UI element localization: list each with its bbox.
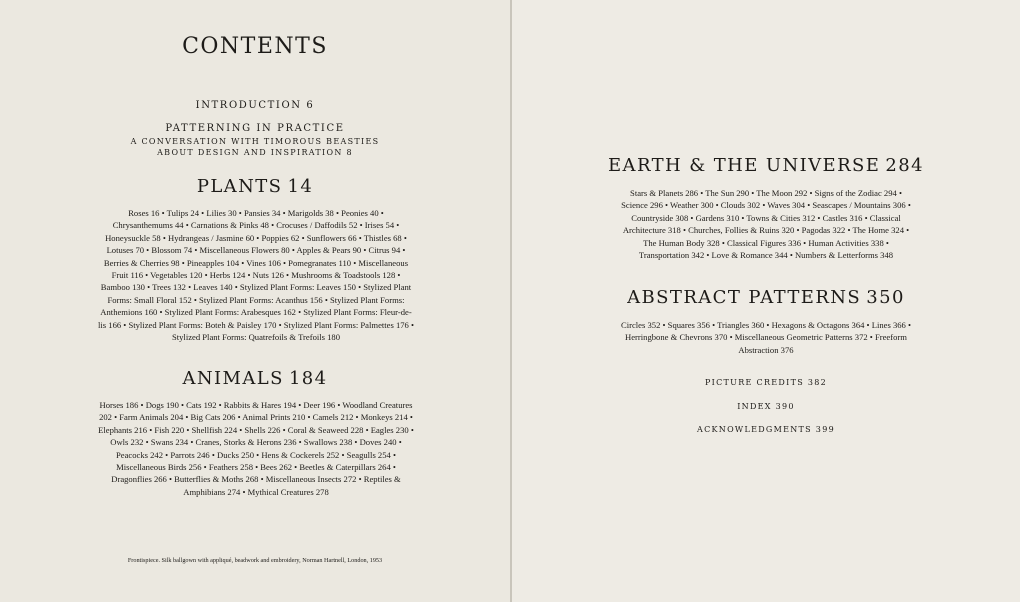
practice-subtitle-line2: ABOUT DESIGN AND INSPIRATION 8 [157,148,353,157]
right-page [512,0,1020,602]
animals-page-number: 184 [288,368,328,389]
earth-universe-section-heading[interactable] [512,155,1020,176]
plants-page-number: 14 [287,176,314,197]
earth-universe-title: EARTH & THE UNIVERSE [608,155,881,176]
abstract-patterns-title: ABSTRACT PATTERNS [627,287,862,308]
plants-entries-text: Roses 16 • Tulips 24 • Lilies 30 • Pansies 34 • Marigolds 38 • Peonies 40 • Chrysanthemums 44 • Carnations & Pinks 48 • Crocuses / Daffodils 52 • Irises 54 • Honeysuckle 58 • Hydrangeas / Jasmine 60 • Poppies 62 • Sunflowers 66 • Thistles 68 • Lotuses 70 • Blossom 74 • Miscellaneous Flowers 80 • Apples & Pears 90 • Citrus 94 • Berries & Cherries 98 • Pineapples 104 • Vines 106 • Pomegranates 110 • Miscellaneous Fruit 116 • Vegetables 120 • Herbs 124 • Nuts 126 • Mushrooms & Toadstools 128 • Bamboo 130 • Trees 132 • Leaves 140 • Stylized Plant Forms: Leaves 150 • Stylized Plant Forms: Small Floral 152 • Stylized Plant Forms: Acanthus 156 • Stylized Plant Forms: Anthemions 160 • Stylized Plant Forms: Arabesques 162 • Stylized Plant Forms: Fleur-de-lis 166 • Stylized Plant Forms: Boteh & Paisley 170 • Stylized Plant Forms: Palmettes 176 • Stylized Plant Forms: Quatrefoils & Trefoils 180 [98,208,415,343]
practice-title: PATTERNING IN PRACTICE [165,123,345,134]
contents-title: CONTENTS [182,34,328,59]
animals-section-heading[interactable] [0,368,510,389]
animals-entries [98,399,414,498]
abstract-patterns-section-heading[interactable] [512,287,1020,308]
plants-section-heading[interactable] [0,176,510,197]
frontispiece-caption: Frontispiece. Silk ballgown with appliqué, beadwork and embroidery, Norman Hartnell, London, 1953 [127,557,383,564]
practice-subtitle-line1: A CONVERSATION WITH TIMOROUS BEASTIES [130,137,380,146]
earth-universe-entries [620,187,912,261]
plants-title: PLANTS [196,176,283,197]
abstract-patterns-entries-text: Circles 352 • Squares 356 • Triangles 360 • Hexagons & Octagons 364 • Lines 366 • Herringbone & Chevrons 370 • Miscellaneous Geometric Patterns 372 • Freeform Abstraction 376 [620,320,912,355]
plants-entries [98,207,414,343]
picture-credits-entry[interactable]: PICTURE CREDITS 382 [704,378,828,387]
earth-universe-entries-text: Stars & Planets 286 • The Sun 290 • The Moon 292 • Signs of the Zodiac 294 • Science 296 • Weather 300 • Clouds 302 • Waves 304 • Seascapes / Mountains 306 • Countryside 308 • Gardens 310 • Towns & Cities 312 • Castles 316 • Classical Architecture 318 • Churches, Follies & Ruins 320 • Pagodas 322 • The Home 324 • The Human Body 328 • Classical Figures 336 • Human Activities 338 • Transportation 342 • Love & Romance 344 • Numbers & Letterforms 348 [621,188,911,261]
introduction-entry[interactable]: INTRODUCTION 6 [195,100,315,111]
abstract-patterns-entries [620,319,912,356]
animals-entries-text: Horses 186 • Dogs 190 • Cats 192 • Rabbits & Hares 194 • Deer 196 • Woodland Creatures 202 • Farm Animals 204 • Big Cats 206 • Animal Prints 210 • Camels 212 • Monkeys 214 • Elephants 216 • Fish 220 • Shellfish 224 • Shells 226 • Coral & Seaweed 228 • Eagles 230 • Owls 232 • Swans 234 • Cranes, Storks & Herons 236 • Swallows 238 • Doves 240 • Peacocks 242 • Parrots 246 • Ducks 250 • Hens & Cockerels 252 • Seagulls 254 • Miscellaneous Birds 256 • Feathers 258 • Bees 262 • Beetles & Caterpillars 264 • Dragonflies 266 • Butterflies & Moths 268 • Miscellaneous Insects 272 • Reptiles & Amphibians 274 • Mythical Creatures 278 [98,400,414,497]
earth-universe-page-number: 284 [885,155,924,176]
index-entry[interactable]: INDEX 390 [737,402,795,411]
patterning-in-practice-entry[interactable] [0,123,510,157]
acknowledgments-entry[interactable]: ACKNOWLEDGMENTS 399 [697,425,835,434]
animals-title: ANIMALS [182,368,284,389]
abstract-patterns-page-number: 350 [866,287,905,308]
